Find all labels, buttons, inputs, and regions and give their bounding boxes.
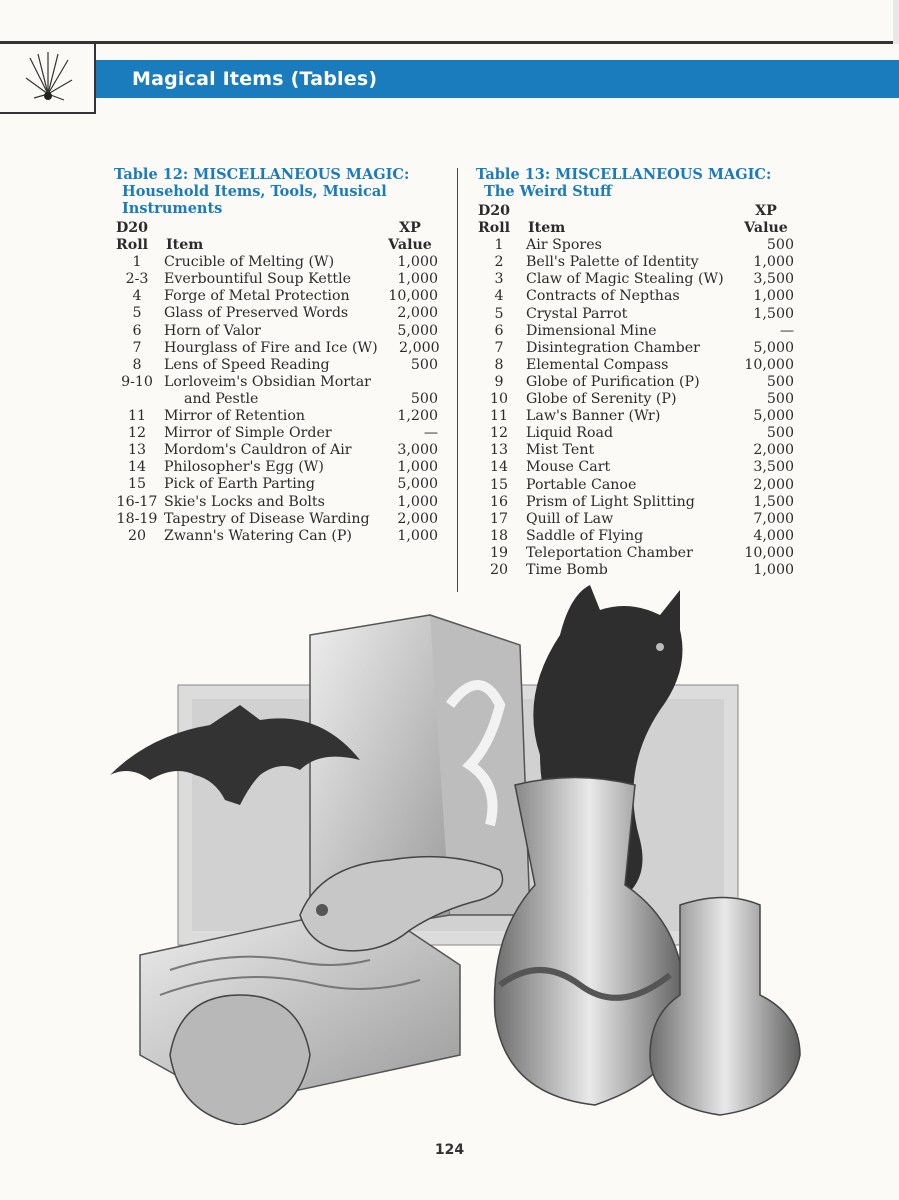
item-cell: Lorloveim's Obsidian Mortar	[164, 373, 371, 390]
roll-cell: 13	[127, 442, 147, 459]
xp-value-cell: 2,000	[399, 339, 440, 356]
item-cell: Air Spores	[526, 237, 602, 254]
xp-value-cell: 5,000	[753, 408, 794, 425]
xp-value-cell: 2,000	[753, 476, 794, 493]
header-xp: XP	[399, 220, 421, 236]
roll-cell: 5	[494, 305, 504, 322]
table-12-header-top	[114, 220, 438, 237]
item-cell: Dimensional Mine	[526, 322, 657, 339]
table-row	[476, 237, 794, 254]
table-row	[476, 425, 794, 442]
item-cell: Prism of Light Splitting	[526, 493, 695, 510]
magic-still-life-illustration	[100, 585, 820, 1125]
roll-cell: 20	[489, 561, 509, 578]
table-row	[114, 254, 438, 271]
roll-cell: 18	[489, 527, 509, 544]
roll-cell: 1	[494, 237, 504, 254]
roll-cell: 15	[489, 476, 509, 493]
table-13	[476, 166, 794, 579]
xp-value-cell	[376, 374, 438, 391]
item-cell: Everbountiful Soup Kettle	[164, 271, 352, 288]
table-12-header	[114, 237, 438, 254]
header-d20: D20	[478, 203, 511, 219]
table-row	[476, 408, 794, 425]
item-cell: Liquid Road	[526, 425, 614, 442]
header-d20: D20	[116, 220, 149, 236]
item-cell: Disintegration Chamber	[526, 339, 700, 356]
roll-cell: 4	[132, 288, 142, 305]
item-cell: Mirror of Simple Order	[164, 425, 332, 442]
item-cell: Mist Tent	[526, 442, 595, 459]
roll-cell: 12	[489, 425, 509, 442]
page-number: 124	[434, 1142, 465, 1158]
table-row	[476, 442, 794, 459]
table-row	[476, 545, 794, 562]
item-cell: Lens of Speed Reading	[164, 356, 330, 373]
frog	[170, 995, 310, 1125]
table-row	[114, 442, 438, 459]
table-row	[476, 528, 794, 545]
table-row	[114, 391, 438, 408]
xp-value-cell: 10,000	[744, 544, 794, 561]
item-cell: Globe of Purification (P)	[526, 373, 700, 390]
roll-cell: 6	[132, 322, 142, 339]
xp-value-cell: 1,000	[753, 254, 794, 271]
table-row	[476, 511, 794, 528]
table-row	[114, 357, 438, 374]
header-item: Item	[528, 220, 566, 237]
xp-value-cell: 1,500	[753, 305, 794, 322]
table-row	[476, 459, 794, 476]
top-rule	[0, 41, 899, 44]
table-row	[114, 408, 438, 425]
table-12-title: Table 12: MISCELLANEOUS MAGIC:	[114, 166, 410, 183]
header-xp: XP	[755, 203, 777, 219]
roll-cell: 16	[489, 493, 509, 510]
table-row	[114, 340, 438, 357]
xp-value-cell: 5,000	[397, 476, 438, 493]
table-row	[114, 425, 438, 442]
roll-cell: 2	[494, 254, 504, 271]
item-cell: Hourglass of Fire and Ice (W)	[164, 339, 378, 356]
roll-cell: 14	[489, 459, 509, 476]
xp-value-cell: 1,000	[753, 561, 794, 578]
item-cell: Mordom's Cauldron of Air	[164, 442, 352, 459]
header-banner	[96, 60, 899, 98]
item-cell: and Pestle	[184, 390, 259, 407]
table-row	[476, 391, 794, 408]
xp-value-cell: 10,000	[744, 356, 794, 373]
item-cell: Saddle of Flying	[526, 527, 644, 544]
table-13-header	[476, 220, 794, 237]
page-edge	[893, 0, 899, 44]
item-cell: Teleportation Chamber	[526, 544, 693, 561]
roll-cell: 13	[489, 442, 509, 459]
table-row	[476, 340, 794, 357]
header-roll: Roll	[116, 237, 149, 254]
roll-cell: 9-10	[121, 373, 153, 390]
table-row	[476, 288, 794, 305]
roll-cell: 2-3	[125, 271, 149, 288]
table-row	[476, 306, 794, 323]
page-title: Magical Items (Tables)	[132, 68, 378, 90]
xp-value-cell: 2,000	[397, 510, 438, 527]
table-row	[114, 528, 438, 545]
roll-cell: 14	[127, 459, 147, 476]
xp-value-cell: 500	[766, 425, 794, 442]
header-item: Item	[166, 237, 204, 254]
xp-value-cell: 500	[766, 391, 794, 408]
xp-value-cell: 3,500	[753, 459, 794, 476]
roll-cell: 4	[494, 288, 504, 305]
item-cell: Time Bomb	[526, 561, 608, 578]
item-cell: Portable Canoe	[526, 476, 637, 493]
xp-value-cell: 1,000	[397, 493, 438, 510]
table-row	[114, 459, 438, 476]
roll-cell: 12	[127, 425, 147, 442]
xp-value-cell: 1,000	[397, 271, 438, 288]
table-row	[114, 494, 438, 511]
xp-value-cell: 1,500	[753, 493, 794, 510]
roll-cell: 8	[132, 356, 142, 373]
item-cell: Zwann's Watering Can (P)	[164, 527, 352, 544]
item-cell: Crystal Parrot	[526, 305, 628, 322]
header-value: Value	[388, 237, 432, 254]
roll-cell: 1	[132, 254, 142, 271]
sparkle-icon	[20, 48, 76, 110]
xp-value-cell: 7,000	[753, 510, 794, 527]
table-row	[114, 511, 438, 528]
table-12-body	[114, 254, 438, 545]
table-row	[114, 476, 438, 493]
table-row	[476, 323, 794, 340]
item-cell: Bell's Palette of Identity	[526, 254, 699, 271]
roll-cell: 5	[132, 305, 142, 322]
column-divider	[457, 168, 458, 592]
roll-cell: 7	[132, 339, 142, 356]
roll-cell: 19	[489, 544, 509, 561]
item-cell: Globe of Serenity (P)	[526, 391, 677, 408]
item-cell: Skie's Locks and Bolts	[164, 493, 325, 510]
item-cell: Mirror of Retention	[164, 408, 305, 425]
xp-value-cell: —	[423, 425, 438, 442]
xp-value-cell: 4,000	[753, 527, 794, 544]
item-cell: Philosopher's Egg (W)	[164, 459, 324, 476]
table-13-header-top	[476, 203, 794, 220]
xp-value-cell: 1,000	[753, 288, 794, 305]
roll-cell: 15	[127, 476, 147, 493]
roll-cell: 11	[127, 408, 147, 425]
table-12	[114, 166, 438, 545]
xp-value-cell: 2,000	[753, 442, 794, 459]
xp-value-cell: 5,000	[753, 339, 794, 356]
item-cell: Elemental Compass	[526, 356, 669, 373]
item-cell: Mouse Cart	[526, 459, 611, 476]
roll-cell: 8	[494, 356, 504, 373]
table-row	[114, 271, 438, 288]
item-cell: Contracts of Nepthas	[526, 288, 680, 305]
xp-value-cell: 10,000	[388, 288, 438, 305]
xp-value-cell: 1,000	[397, 459, 438, 476]
table-row	[476, 477, 794, 494]
xp-value-cell: 3,500	[753, 271, 794, 288]
xp-value-cell: 500	[766, 373, 794, 390]
item-cell: Glass of Preserved Words	[164, 305, 349, 322]
item-cell: Pick of Earth Parting	[164, 476, 315, 493]
table-row	[476, 254, 794, 271]
table-row	[114, 288, 438, 305]
table-row	[114, 374, 438, 391]
item-cell: Crucible of Melting (W)	[164, 254, 335, 271]
xp-value-cell: 1,200	[397, 408, 438, 425]
roll-cell: 18-19	[116, 510, 158, 527]
table-row	[476, 562, 794, 579]
table-row	[476, 374, 794, 391]
chapter-icon-box	[0, 44, 96, 114]
table-13-title: Table 13: MISCELLANEOUS MAGIC:	[476, 166, 772, 183]
header-roll: Roll	[478, 220, 511, 237]
roll-cell	[114, 391, 160, 408]
table-12-subtitle: Household Items, Tools, Musical Instruments	[122, 183, 387, 217]
table-row	[476, 357, 794, 374]
roll-cell: 7	[494, 339, 504, 356]
roll-cell: 9	[494, 373, 504, 390]
table-row	[114, 323, 438, 340]
table-row	[476, 271, 794, 288]
roll-cell: 6	[494, 322, 504, 339]
item-cell: Forge of Metal Protection	[164, 288, 350, 305]
xp-value-cell: 1,000	[397, 527, 438, 544]
xp-value-cell: 500	[766, 237, 794, 254]
xp-value-cell: 500	[410, 356, 438, 373]
roll-cell: 16-17	[116, 493, 158, 510]
xp-value-cell: 2,000	[397, 305, 438, 322]
table-13-subtitle: The Weird Stuff	[484, 183, 612, 200]
xp-value-cell: 500	[410, 390, 438, 407]
item-cell: Horn of Valor	[164, 322, 261, 339]
item-cell: Quill of Law	[526, 510, 614, 527]
xp-value-cell: 5,000	[397, 322, 438, 339]
table-13-body	[476, 237, 794, 579]
xp-value-cell: 3,000	[397, 442, 438, 459]
roll-cell: 17	[489, 510, 509, 527]
item-cell: Law's Banner (Wr)	[526, 408, 661, 425]
xp-value-cell: 1,000	[397, 254, 438, 271]
roll-cell: 10	[489, 391, 509, 408]
table-row	[114, 305, 438, 322]
roll-cell: 11	[489, 408, 509, 425]
header-value: Value	[744, 220, 788, 237]
xp-value-cell: —	[779, 322, 794, 339]
roll-cell: 3	[494, 271, 504, 288]
item-cell: Tapestry of Disease Warding	[164, 510, 370, 527]
item-cell: Claw of Magic Stealing (W)	[526, 271, 724, 288]
roll-cell: 20	[127, 527, 147, 544]
table-row	[476, 494, 794, 511]
